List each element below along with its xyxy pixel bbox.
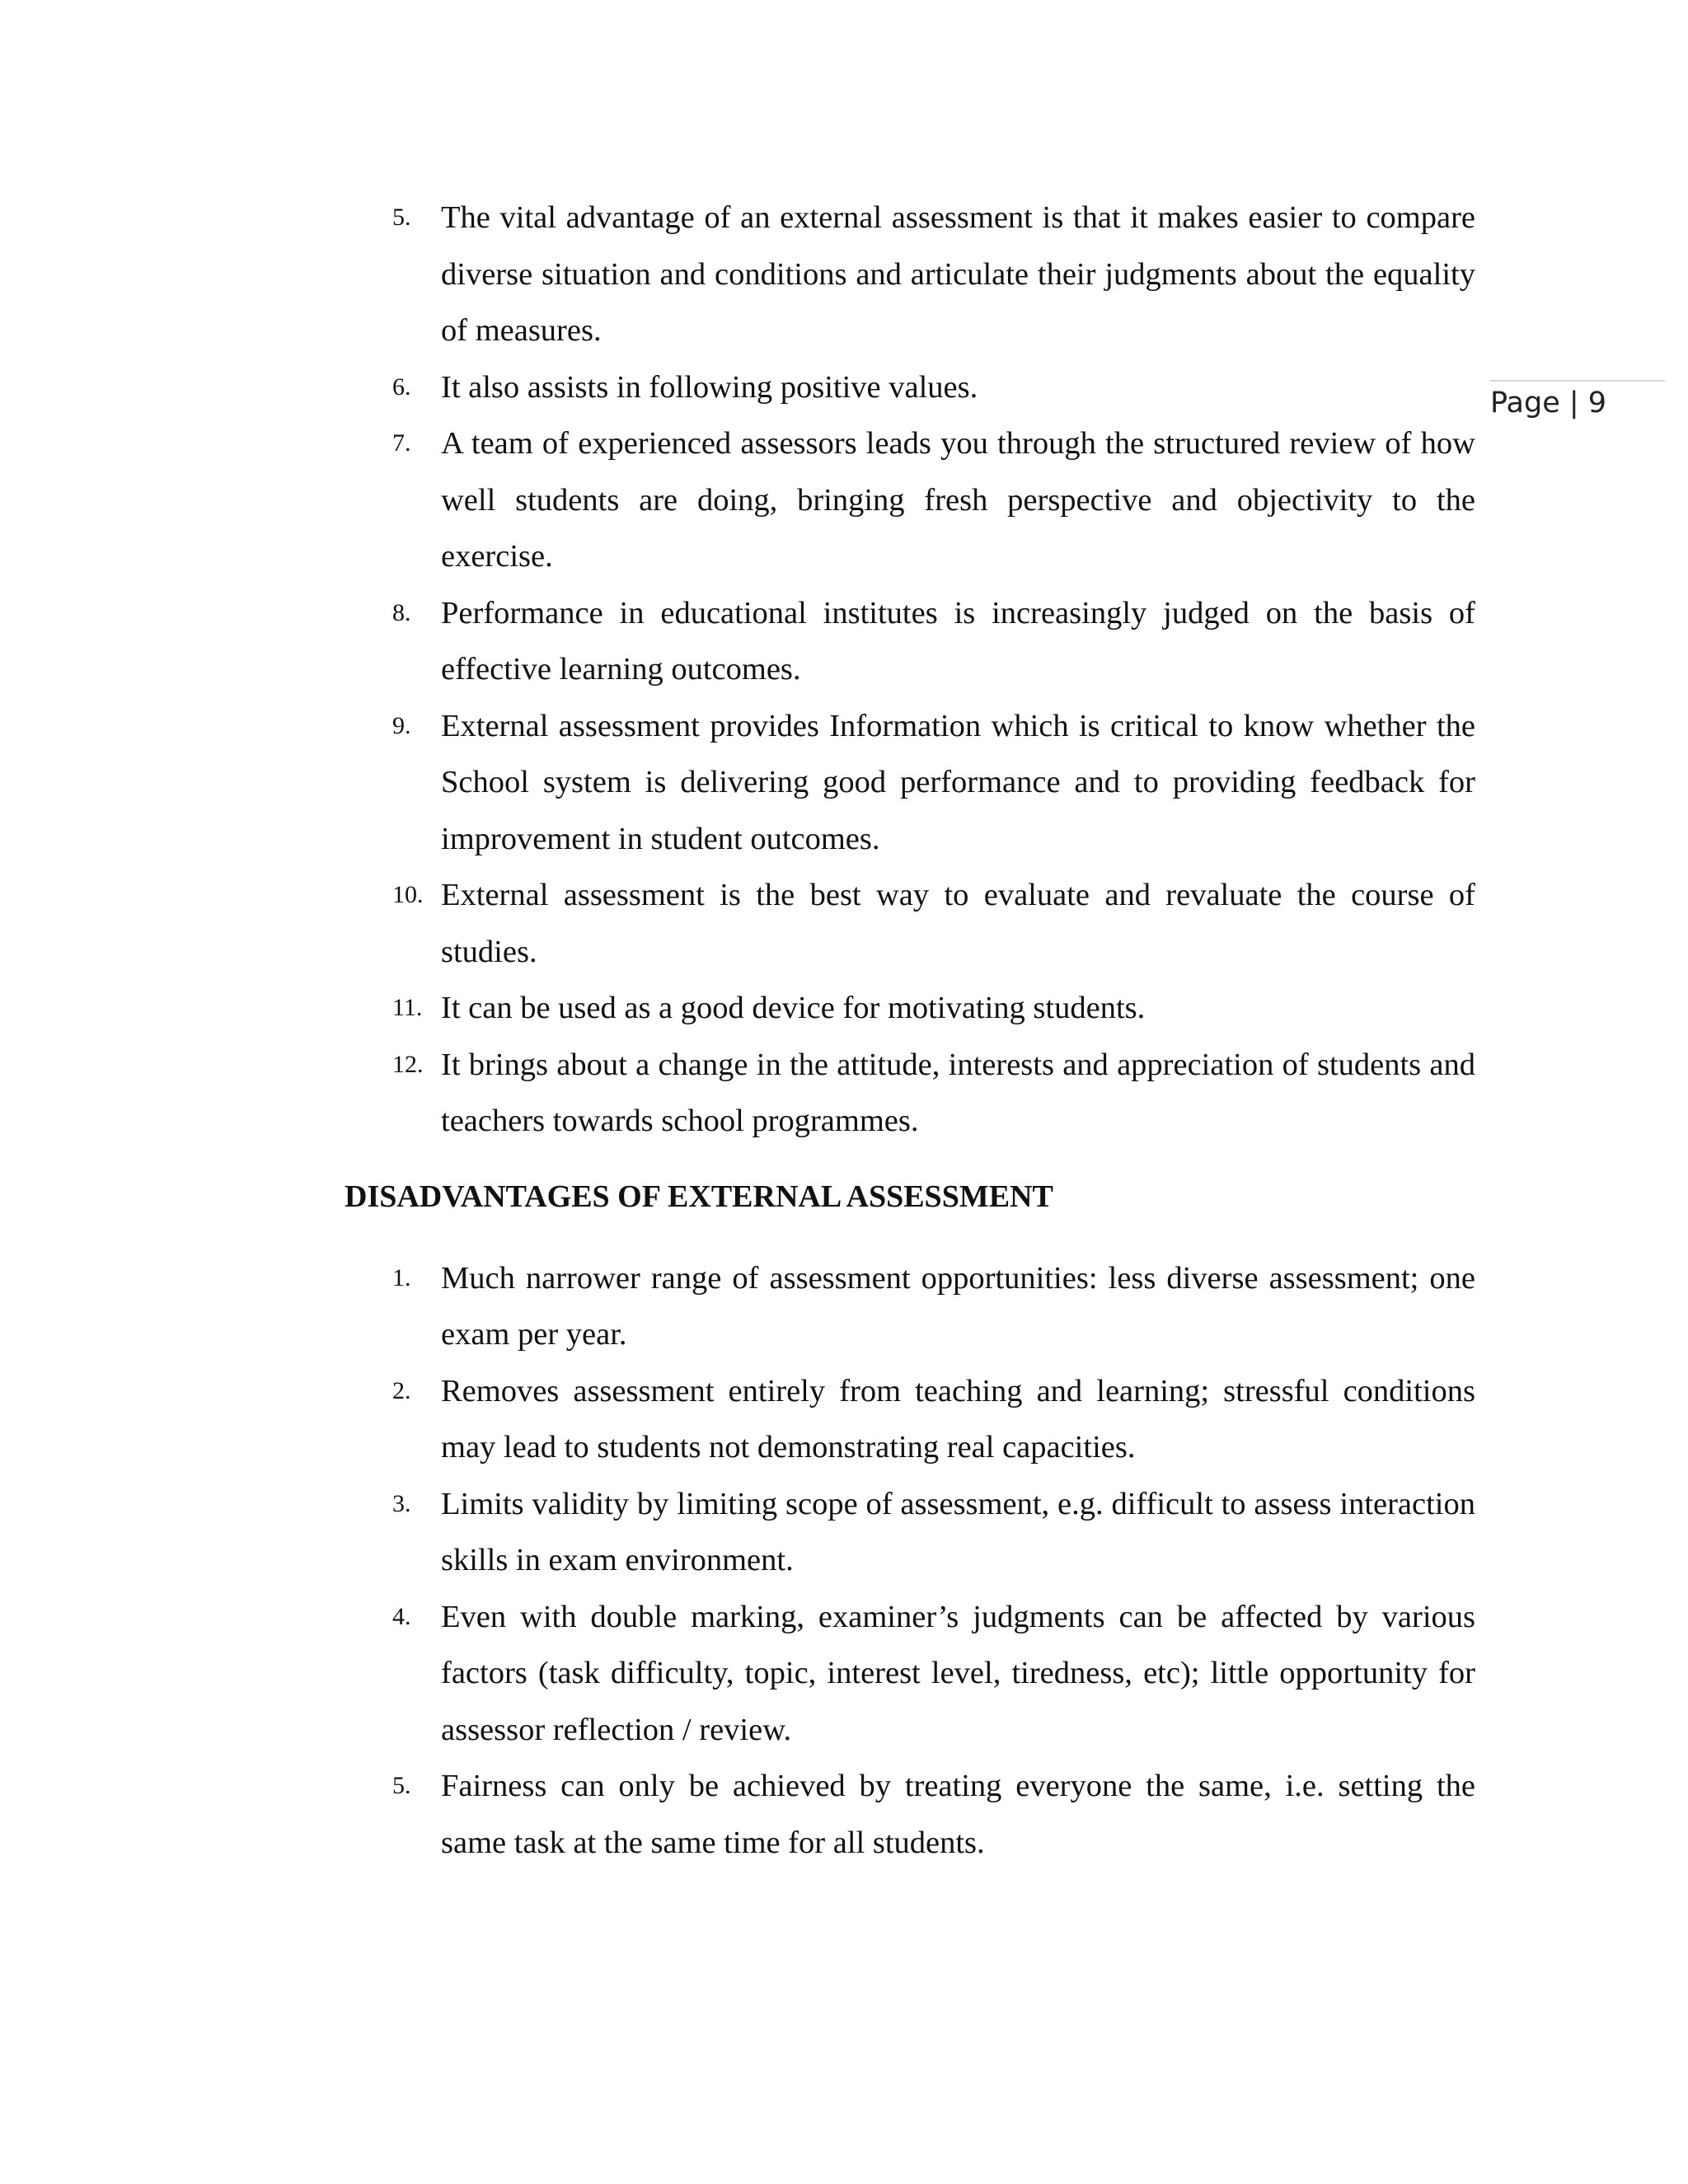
list-item (345, 980, 1475, 1037)
item-text: External assessment provides Information which is critical to know whether the School system is delivering good performance and to providing feedback for improvement in student outcomes. (441, 708, 1475, 856)
item-text: The vital advantage of an external assessment is that it makes easier to compare diverse situation and conditions and articulate their judgments about the equality of measures. (441, 200, 1475, 348)
list-item (345, 1037, 1475, 1150)
list-item (345, 1758, 1475, 1871)
list-item (345, 190, 1475, 359)
item-number: 12. (392, 1050, 424, 1078)
item-number: 11. (392, 994, 423, 1021)
list-item (345, 698, 1475, 868)
page-number-rule (1490, 380, 1665, 382)
item-number: 4. (392, 1602, 411, 1630)
list-item (345, 359, 1475, 416)
item-text: Much narrower range of assessment opportunities: less diverse assessment; one exam per year. (441, 1260, 1475, 1352)
list-item (345, 585, 1475, 698)
item-number: 6. (392, 373, 411, 401)
list-item (345, 1250, 1475, 1363)
item-number: 7. (392, 429, 411, 457)
item-number: 10. (392, 881, 424, 908)
item-number: 3. (392, 1489, 411, 1517)
item-number: 1. (392, 1263, 411, 1291)
list-item (345, 1363, 1475, 1476)
list-item (345, 1589, 1475, 1759)
disadvantages-list (345, 1250, 1475, 1872)
item-text: Performance in educational institutes is increasingly judged on the basis of effective learning outcomes. (441, 595, 1475, 687)
page-body (345, 190, 1475, 1871)
item-text: It can be used as a good device for motivating students. (441, 991, 1146, 1025)
list-item (345, 867, 1475, 980)
list-item (345, 1476, 1475, 1589)
section-heading-disadvantages: DISADVANTAGES OF EXTERNAL ASSESSMENT (345, 1179, 1053, 1214)
item-text: Fairness can only be achieved by treating everyone the same, i.e. setting the same task at the same time for all students. (441, 1769, 1475, 1860)
item-number: 5. (392, 204, 411, 231)
item-number: 5. (392, 1772, 411, 1799)
item-text: It also assists in following positive values. (441, 369, 978, 405)
item-text: Removes assessment entirely from teaching and learning; stressful conditions may lead to students not demonstrating real capacities. (441, 1373, 1475, 1465)
item-text: External assessment is the best way to evaluate and revaluate the course of studies. (441, 878, 1475, 969)
item-number: 2. (392, 1376, 411, 1404)
item-text: Even with double marking, examiner’s judgments can be affected by various factors (task difficulty, topic, interest level, tiredness, etc); little opportunity for assessor reflection / review. (441, 1599, 1475, 1747)
item-number: 9. (392, 711, 411, 739)
item-text: Limits validity by limiting scope of assessment, e.g. difficult to assess interaction skills in exam environment. (441, 1486, 1475, 1577)
page-number: Page | 9 (1490, 387, 1607, 419)
advantages-list (345, 190, 1475, 1150)
item-text: A team of experienced assessors leads you through the structured review of how well students are doing, bringing fresh perspective and objectivity to the exercise. (441, 426, 1475, 574)
item-text: It brings about a change in the attitude, interests and appreciation of students and teachers towards school programmes. (441, 1047, 1475, 1138)
list-item (345, 415, 1475, 585)
item-number: 8. (392, 598, 411, 626)
